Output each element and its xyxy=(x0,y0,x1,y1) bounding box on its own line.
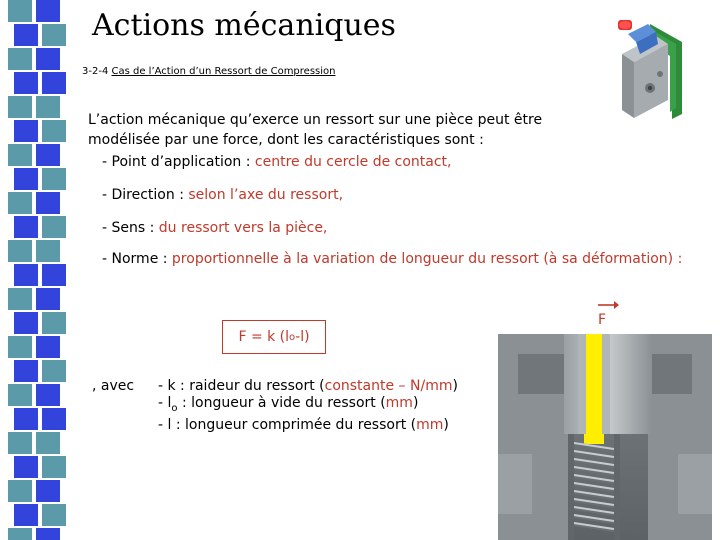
intro-line: modélisée par une force, dont les caractéristiques sont : xyxy=(88,132,484,148)
mosaic-square xyxy=(36,528,60,540)
bullet-point-application xyxy=(102,154,452,170)
mosaic-square xyxy=(8,0,32,22)
definition-lo xyxy=(158,395,458,417)
decorative-mosaic xyxy=(0,0,80,540)
mosaic-square xyxy=(8,144,32,166)
mosaic-square xyxy=(8,480,32,502)
definition-end: ) xyxy=(412,395,419,411)
mosaic-square xyxy=(14,24,38,46)
mosaic-square xyxy=(14,168,38,190)
avec-label: , avec xyxy=(92,378,135,394)
spring-cross-section-photo xyxy=(498,334,712,540)
mosaic-square xyxy=(36,48,60,70)
intro-line: L’action mécanique qu’exerce un ressort sur une pièce peut être xyxy=(88,112,543,128)
definition-prefix: - l xyxy=(158,395,172,411)
bullet-label: - Norme : xyxy=(102,251,172,267)
mosaic-square xyxy=(42,360,66,382)
formula-suffix: -l) xyxy=(295,329,310,345)
mosaic-square xyxy=(14,456,38,478)
mosaic-square xyxy=(14,312,38,334)
bullet-value: centre du cercle de contact, xyxy=(254,154,452,170)
mosaic-square xyxy=(8,336,32,358)
formula-prefix: F = k (l xyxy=(238,329,290,345)
mosaic-square xyxy=(36,480,60,502)
mosaic-square xyxy=(36,192,60,214)
section-heading: Cas de l’Action d’un Ressort de Compression xyxy=(111,66,336,77)
mosaic-square xyxy=(36,240,60,262)
formula-box xyxy=(222,320,326,354)
definition-unit: constante – N/mm xyxy=(324,378,453,394)
bullet-label: - Sens : xyxy=(102,220,159,236)
intro-paragraph xyxy=(88,110,588,150)
mosaic-square xyxy=(14,120,38,142)
mosaic-square xyxy=(8,432,32,454)
bullet-label: - Direction : xyxy=(102,187,189,203)
mosaic-square xyxy=(36,288,60,310)
mosaic-square xyxy=(14,72,38,94)
mosaic-square xyxy=(8,528,32,540)
bullet-label: - Point d’application : xyxy=(102,154,255,170)
microswitch-photo xyxy=(608,14,688,124)
mosaic-square xyxy=(36,432,60,454)
bullet-value: du ressort vers la pièce, xyxy=(158,220,328,236)
mosaic-square xyxy=(42,216,66,238)
bullet-value: proportionnelle à la variation de longueur du ressort (à sa déformation) : xyxy=(171,251,683,267)
section-number: 3-2-4 xyxy=(82,66,109,77)
definitions-list xyxy=(158,378,458,434)
bullet-norme xyxy=(102,251,682,267)
definition-sub: o xyxy=(171,402,178,414)
definition-text: - l : longueur comprimée du ressort ( xyxy=(158,416,417,433)
mosaic-square xyxy=(36,384,60,406)
formula-sub: o xyxy=(289,331,296,343)
mosaic-square xyxy=(42,120,66,142)
mosaic-square xyxy=(42,168,66,190)
definition-unit: mm xyxy=(416,416,444,433)
definition-text: : longueur à vide du ressort ( xyxy=(177,395,386,411)
mosaic-square xyxy=(8,240,32,262)
bullet-direction xyxy=(102,187,343,203)
mosaic-square xyxy=(36,96,60,118)
mosaic-square xyxy=(14,360,38,382)
mosaic-square xyxy=(42,408,66,430)
mosaic-square xyxy=(42,456,66,478)
mosaic-square xyxy=(8,384,32,406)
mosaic-square xyxy=(42,264,66,286)
definition-l xyxy=(158,417,458,434)
mosaic-square xyxy=(14,504,38,526)
mosaic-square xyxy=(42,312,66,334)
mosaic-square xyxy=(42,24,66,46)
mosaic-square xyxy=(42,72,66,94)
definition-end: ) xyxy=(443,416,449,433)
mosaic-square xyxy=(36,336,60,358)
mosaic-square xyxy=(8,48,32,70)
mosaic-square xyxy=(8,192,32,214)
mosaic-square xyxy=(14,216,38,238)
definition-end: ) xyxy=(452,378,458,394)
mosaic-square xyxy=(36,0,60,22)
mosaic-square xyxy=(42,504,66,526)
page-title: Actions mécaniques xyxy=(92,8,396,43)
mosaic-square xyxy=(8,96,32,118)
mosaic-square xyxy=(14,408,38,430)
force-arrow-icon xyxy=(596,298,620,312)
bullet-sens xyxy=(102,220,327,236)
force-label: F xyxy=(598,312,607,328)
definition-k xyxy=(158,378,458,395)
mosaic-square xyxy=(36,144,60,166)
definition-text: - k : raideur du ressort ( xyxy=(158,378,325,394)
bullet-value: selon l’axe du ressort, xyxy=(188,187,344,203)
mosaic-square xyxy=(14,264,38,286)
section-subtitle xyxy=(82,66,335,77)
definition-unit: mm xyxy=(385,395,413,411)
mosaic-square xyxy=(8,288,32,310)
